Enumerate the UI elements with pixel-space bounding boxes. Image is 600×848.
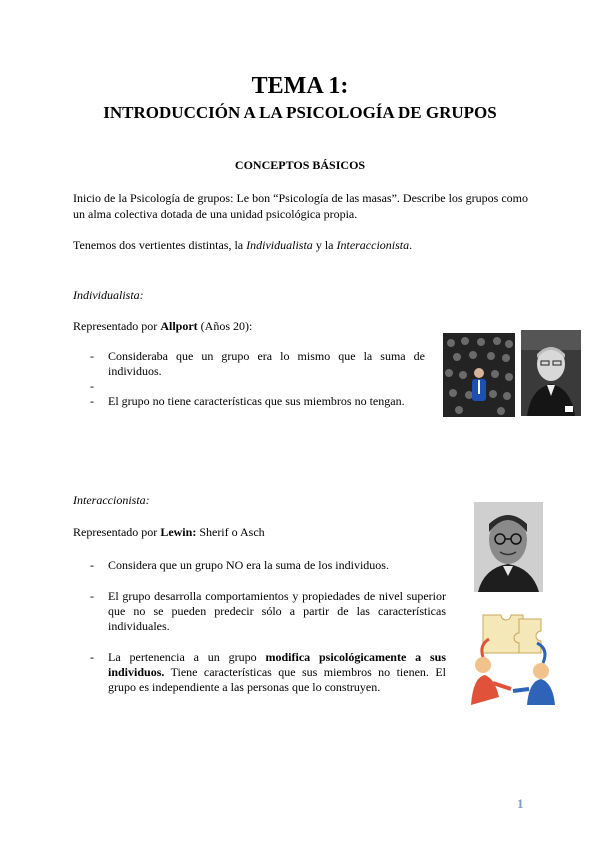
page-subtitle: INTRODUCCIÓN A LA PSICOLOGÍA DE GRUPOS <box>103 103 497 122</box>
vertientes-middle: y la <box>312 238 337 252</box>
allport-portrait-image <box>521 330 581 416</box>
list-item <box>90 394 425 409</box>
individualista-heading: Individualista: <box>73 288 144 302</box>
bullet-dash: - <box>90 394 94 408</box>
bullet-text-suffix: Tiene características que sus miembros no tienen. El grupo es independiente a las personas que lo construyen. <box>108 665 446 694</box>
list-spacer <box>90 634 446 650</box>
list-spacer <box>90 573 446 589</box>
allport-portrait <box>521 330 581 416</box>
individualista-bullet-list <box>90 349 425 409</box>
list-item <box>90 650 446 695</box>
int-rep-suffix: Sherif o Asch <box>196 525 265 539</box>
int-rep-name: Lewin: <box>160 525 197 539</box>
page-number: 1 <box>517 796 524 811</box>
bullet-dash: - <box>90 558 94 572</box>
vertientes-interaccionista: Interaccionista <box>336 238 410 252</box>
vertientes-paragraph <box>73 237 528 253</box>
ind-rep-name: Allport <box>160 319 198 333</box>
lewin-portrait-image <box>474 502 543 592</box>
vertientes-suffix: . <box>409 238 413 252</box>
list-item <box>90 558 446 573</box>
vertientes-individualista: Individualista <box>246 238 313 252</box>
section-heading: CONCEPTOS BÁSICOS <box>234 158 366 172</box>
bullet-text-prefix: La pertenencia a un grupo <box>108 650 266 664</box>
intro-paragraph: Inicio de la Psicología de grupos: Le bon “Psicología de las masas”. Describe los grupos como un alma colectiva dotada de una unidad psicológica propia. <box>73 191 528 221</box>
crowd-photo <box>443 333 515 417</box>
interaccionista-representative <box>73 524 265 540</box>
list-item <box>90 349 425 379</box>
bullet-dash: - <box>90 379 94 393</box>
ind-rep-prefix: Representado por <box>73 319 161 333</box>
bullet-text: El grupo desarrolla comportamientos y propiedades de nivel superior que no se pueden predecir sólo a partir de las características individuales. <box>108 589 446 633</box>
vertientes-prefix: Tenemos dos vertientes distintas, la <box>73 238 247 252</box>
list-item <box>90 589 446 634</box>
interaccionista-bullet-list <box>90 558 446 695</box>
bullet-text: Consideraba que un grupo era lo mismo que la suma de individuos. <box>108 349 425 378</box>
puzzle-cartoon <box>463 605 561 709</box>
bullet-dash: - <box>90 349 94 363</box>
ind-rep-suffix: (Años 20): <box>197 319 253 333</box>
bullet-text: Considera que un grupo NO era la suma de los individuos. <box>108 558 389 572</box>
lewin-portrait <box>474 502 543 592</box>
page-title: TEMA 1: <box>251 73 349 99</box>
interaccionista-heading: Interaccionista: <box>73 493 150 507</box>
int-rep-prefix: Representado por <box>73 525 161 539</box>
bullet-text <box>108 379 111 393</box>
crowd-photo-image <box>443 333 515 417</box>
individualista-representative <box>73 318 252 334</box>
bullet-dash: - <box>90 650 94 664</box>
list-item <box>90 379 425 394</box>
bullet-dash: - <box>90 589 94 603</box>
puzzle-cartoon-image <box>463 605 561 709</box>
bullet-text: El grupo no tiene características que sus miembros no tengan. <box>108 394 405 408</box>
bullet-text-bold: modifica psicológicamente a sus individuos. <box>108 650 446 679</box>
